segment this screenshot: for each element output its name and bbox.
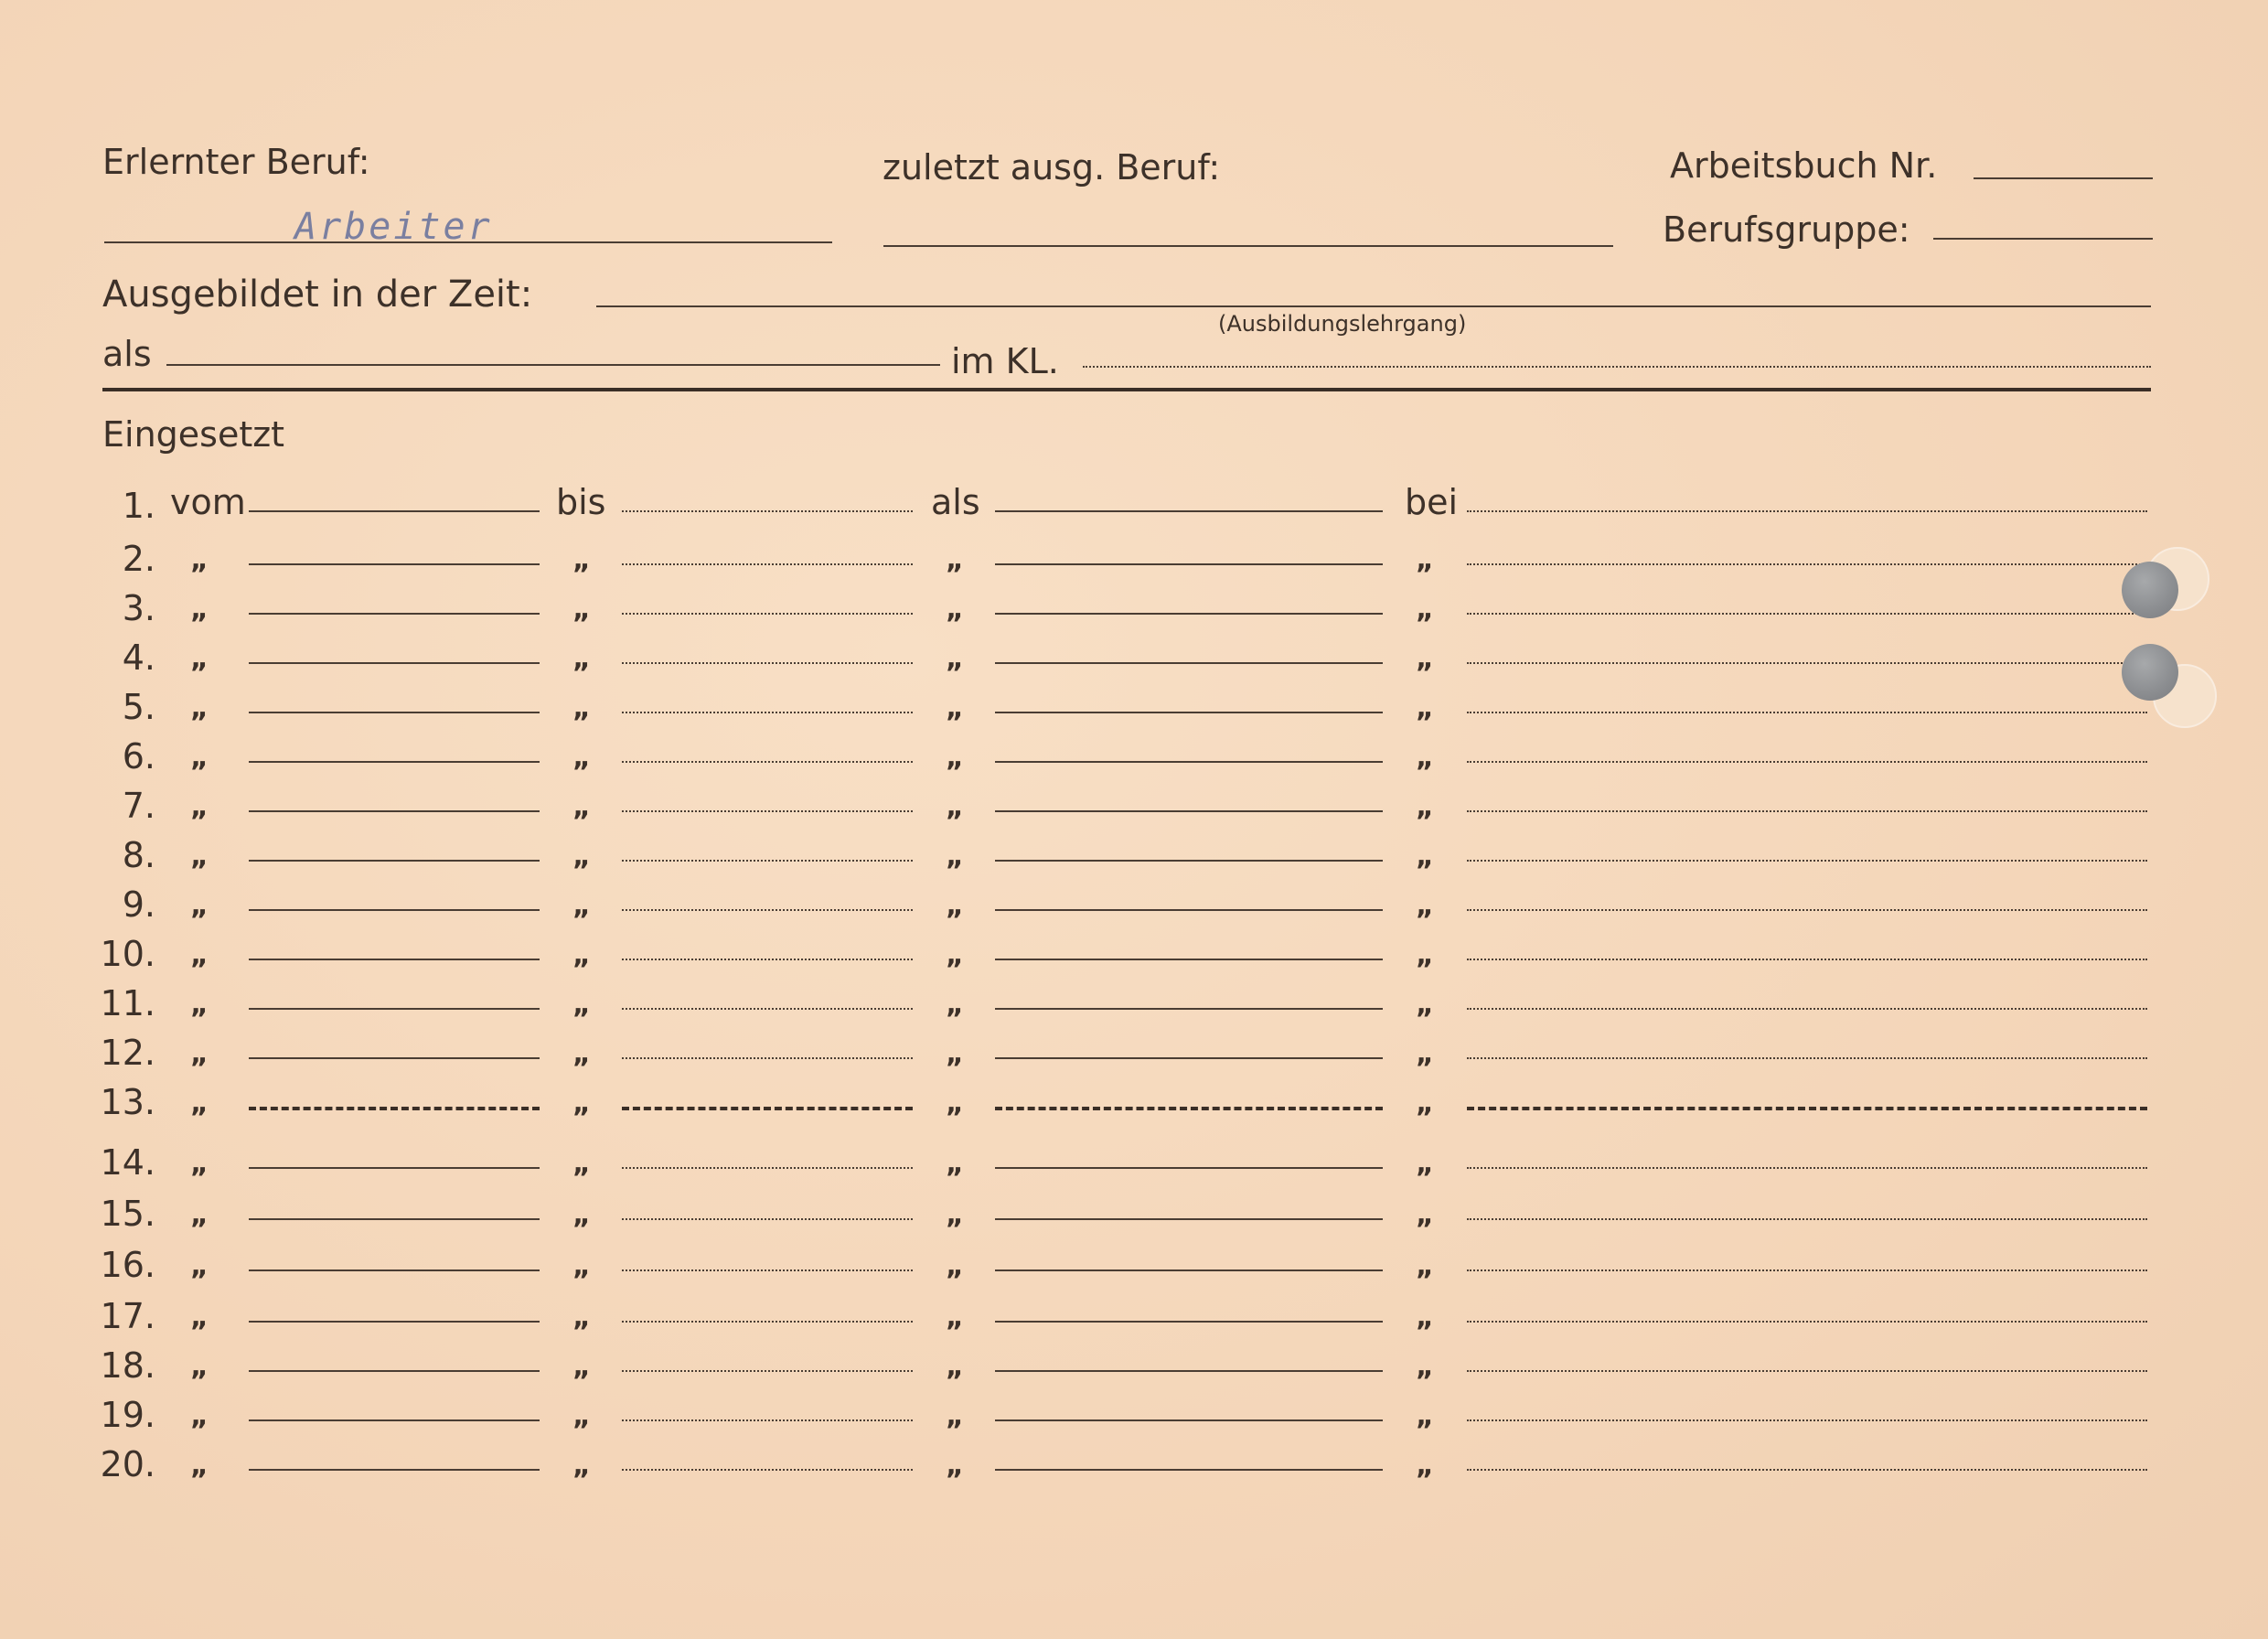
ditto-mark: „ <box>190 692 209 724</box>
ditto-mark: „ <box>1416 989 1434 1021</box>
row-vom-field[interactable] <box>249 959 540 960</box>
row-number: 17. <box>100 1296 155 1336</box>
row-bis-field[interactable] <box>622 1008 913 1010</box>
ditto-mark: „ <box>190 1087 209 1119</box>
row-bis-field[interactable] <box>622 510 913 512</box>
ditto-mark: „ <box>946 890 964 922</box>
col-als-label: als <box>931 482 980 522</box>
row-bei-field[interactable] <box>1467 613 2147 615</box>
ditto-mark: „ <box>1416 594 1434 626</box>
row-number: 1. <box>122 486 155 526</box>
ditto-mark: „ <box>572 1302 591 1334</box>
ditto-mark: „ <box>946 989 964 1021</box>
ditto-mark: „ <box>190 841 209 873</box>
ditto-mark: „ <box>1416 742 1434 774</box>
ditto-mark: „ <box>946 742 964 774</box>
ditto-mark: „ <box>946 791 964 823</box>
row-vom-field[interactable] <box>249 1057 540 1059</box>
row-bis-field[interactable] <box>622 810 913 812</box>
row-als-field[interactable] <box>995 1167 1383 1169</box>
ditto-mark: „ <box>946 1450 964 1482</box>
row-bei-field[interactable] <box>1467 1167 2147 1169</box>
row-bei-field[interactable] <box>1467 860 2147 862</box>
ditto-mark: „ <box>946 692 964 724</box>
ditto-mark: „ <box>946 1250 964 1282</box>
row-bis-field[interactable] <box>622 909 913 911</box>
row-vom-field[interactable] <box>249 510 540 512</box>
ditto-mark: „ <box>190 544 209 576</box>
ditto-mark: „ <box>572 890 591 922</box>
row-vom-field[interactable] <box>249 810 540 812</box>
row-bis-field[interactable] <box>622 959 913 960</box>
row-bei-field[interactable] <box>1467 563 2147 565</box>
ditto-mark: „ <box>190 742 209 774</box>
col-bis-label: bis <box>556 482 606 522</box>
ditto-mark: „ <box>190 1250 209 1282</box>
row-number: 10. <box>100 934 155 974</box>
ditto-mark: „ <box>1416 1450 1434 1482</box>
row-number: 11. <box>100 983 155 1023</box>
ditto-mark: „ <box>190 1038 209 1070</box>
ditto-mark: „ <box>1416 692 1434 724</box>
col-vom-label: vom <box>170 482 246 522</box>
row-als-field[interactable] <box>995 613 1383 615</box>
row-bei-field[interactable] <box>1467 1321 2147 1323</box>
ausbildungslehrgang-label: (Ausbildungslehrgang) <box>1218 311 1467 337</box>
col-bei-label: bei <box>1405 482 1459 522</box>
row-bis-field[interactable] <box>622 563 913 565</box>
row-vom-field[interactable] <box>249 909 540 911</box>
ditto-mark: „ <box>572 594 591 626</box>
row-number: 20. <box>100 1444 155 1484</box>
row-vom-field[interactable] <box>249 613 540 615</box>
ditto-mark: „ <box>1416 1400 1434 1432</box>
row-vom-field[interactable] <box>249 1269 540 1271</box>
zuletzt-beruf-label: zuletzt ausg. Beruf: <box>883 147 1221 187</box>
ditto-mark: „ <box>1416 939 1434 971</box>
row-als-field[interactable] <box>995 712 1383 713</box>
row-bis-field[interactable] <box>622 761 913 763</box>
row-als-field[interactable] <box>995 860 1383 862</box>
ditto-mark: „ <box>190 1400 209 1432</box>
row-bis-field[interactable] <box>622 662 913 664</box>
row-number: 13. <box>100 1082 155 1122</box>
row-bei-field[interactable] <box>1467 1057 2147 1059</box>
row-bis-field[interactable] <box>622 1218 913 1220</box>
ditto-mark: „ <box>946 1199 964 1231</box>
im-kl-label: im KL. <box>951 341 1059 381</box>
row-vom-field[interactable] <box>249 1218 540 1220</box>
row-number: 16. <box>100 1245 155 1285</box>
row-bis-field[interactable] <box>622 1321 913 1323</box>
berufsgruppe-label: Berufsgruppe: <box>1663 209 1910 250</box>
row-number: 9. <box>122 884 155 925</box>
row-bei-field[interactable] <box>1467 1269 2147 1271</box>
row-bis-field[interactable] <box>622 1469 913 1471</box>
row-bei-field[interactable] <box>1467 1469 2147 1471</box>
row-number: 2. <box>122 539 155 579</box>
row-bis-field[interactable] <box>622 712 913 713</box>
row-vom-field[interactable] <box>249 761 540 763</box>
als-label: als <box>102 334 152 374</box>
berufsgruppe-line[interactable] <box>1933 238 2153 240</box>
ditto-mark: „ <box>946 594 964 626</box>
row-vom-field[interactable] <box>249 1167 540 1169</box>
row-bei-field[interactable] <box>1467 810 2147 812</box>
ditto-mark: „ <box>572 791 591 823</box>
row-bei-field[interactable] <box>1467 712 2147 713</box>
ditto-mark: „ <box>190 791 209 823</box>
ditto-mark: „ <box>1416 1302 1434 1334</box>
row-number: 19. <box>100 1395 155 1435</box>
row-als-field[interactable] <box>995 761 1383 763</box>
erlernter-beruf-value: Arbeiter <box>294 206 493 248</box>
ditto-mark: „ <box>190 1148 209 1180</box>
punch-hole <box>2122 562 2178 618</box>
punch-hole <box>2122 644 2178 701</box>
row-bis-field[interactable] <box>622 860 913 862</box>
ditto-mark: „ <box>572 841 591 873</box>
row-als-field[interactable] <box>995 810 1383 812</box>
row-bei-field[interactable] <box>1467 959 2147 960</box>
ditto-mark: „ <box>1416 841 1434 873</box>
row-number: 18. <box>100 1345 155 1386</box>
row-vom-field[interactable] <box>249 1419 540 1421</box>
row-bis-field[interactable] <box>622 613 913 615</box>
row-als-field[interactable] <box>995 1008 1383 1010</box>
ditto-mark: „ <box>572 1038 591 1070</box>
row-bei-field[interactable] <box>1467 1419 2147 1421</box>
ditto-mark: „ <box>946 1351 964 1383</box>
ditto-mark: „ <box>190 643 209 675</box>
ditto-mark: „ <box>946 1038 964 1070</box>
ditto-mark: „ <box>190 890 209 922</box>
row-vom-field[interactable] <box>249 662 540 664</box>
row-vom-field[interactable] <box>249 1370 540 1372</box>
row-vom-field[interactable] <box>249 1469 540 1471</box>
ditto-mark: „ <box>946 1302 964 1334</box>
row-bei-field[interactable] <box>1467 909 2147 911</box>
ditto-mark: „ <box>946 1148 964 1180</box>
erlernter-beruf-label: Erlernter Beruf: <box>102 142 370 182</box>
row-bei-field[interactable] <box>1467 662 2147 664</box>
row-number: 6. <box>122 736 155 777</box>
ditto-mark: „ <box>572 1450 591 1482</box>
header-divider <box>102 388 2151 391</box>
ditto-mark: „ <box>1416 544 1434 576</box>
ditto-mark: „ <box>190 1450 209 1482</box>
row-vom-field[interactable] <box>249 1107 540 1110</box>
ditto-mark: „ <box>946 1087 964 1119</box>
row-bei-field[interactable] <box>1467 1370 2147 1372</box>
ditto-mark: „ <box>190 594 209 626</box>
row-number: 7. <box>122 786 155 826</box>
arbeitsbuch-line[interactable] <box>1974 177 2153 179</box>
row-number: 5. <box>122 687 155 727</box>
ditto-mark: „ <box>572 1250 591 1282</box>
als-line[interactable] <box>166 364 940 366</box>
row-bis-field[interactable] <box>622 1419 913 1421</box>
row-als-field[interactable] <box>995 959 1383 960</box>
row-bis-field[interactable] <box>622 1269 913 1271</box>
ditto-mark: „ <box>190 939 209 971</box>
zuletzt-beruf-line[interactable] <box>883 245 1613 247</box>
ditto-mark: „ <box>572 692 591 724</box>
row-bis-field[interactable] <box>622 1057 913 1059</box>
ditto-mark: „ <box>1416 1250 1434 1282</box>
row-als-field[interactable] <box>995 1107 1383 1110</box>
ditto-mark: „ <box>572 939 591 971</box>
row-vom-field[interactable] <box>249 860 540 862</box>
ditto-mark: „ <box>190 1302 209 1334</box>
row-als-field[interactable] <box>995 1057 1383 1059</box>
row-number: 4. <box>122 637 155 678</box>
row-als-field[interactable] <box>995 1370 1383 1372</box>
row-number: 14. <box>100 1142 155 1183</box>
ditto-mark: „ <box>946 939 964 971</box>
ditto-mark: „ <box>1416 1038 1434 1070</box>
row-als-field[interactable] <box>995 662 1383 664</box>
ausgebildet-label: Ausgebildet in der Zeit: <box>102 273 533 316</box>
row-als-field[interactable] <box>995 1321 1383 1323</box>
row-bei-field[interactable] <box>1467 1218 2147 1220</box>
row-als-field[interactable] <box>995 1469 1383 1471</box>
row-als-field[interactable] <box>995 510 1383 512</box>
ditto-mark: „ <box>190 1351 209 1383</box>
row-als-field[interactable] <box>995 1419 1383 1421</box>
ditto-mark: „ <box>572 742 591 774</box>
row-number: 12. <box>100 1033 155 1073</box>
ausgebildet-line[interactable] <box>596 305 2151 307</box>
row-als-field[interactable] <box>995 1269 1383 1271</box>
ditto-mark: „ <box>572 989 591 1021</box>
ditto-mark: „ <box>572 1148 591 1180</box>
ditto-mark: „ <box>1416 643 1434 675</box>
im-kl-line[interactable] <box>1083 366 2151 368</box>
ditto-mark: „ <box>190 989 209 1021</box>
ditto-mark: „ <box>1416 1087 1434 1119</box>
row-bis-field[interactable] <box>622 1370 913 1372</box>
row-als-field[interactable] <box>995 1218 1383 1220</box>
ditto-mark: „ <box>1416 890 1434 922</box>
ditto-mark: „ <box>1416 1199 1434 1231</box>
ditto-mark: „ <box>1416 1351 1434 1383</box>
ditto-mark: „ <box>572 1087 591 1119</box>
row-number: 15. <box>100 1194 155 1234</box>
row-vom-field[interactable] <box>249 1321 540 1323</box>
ditto-mark: „ <box>1416 1148 1434 1180</box>
row-bei-field[interactable] <box>1467 510 2147 512</box>
eingesetzt-title: Eingesetzt <box>102 414 285 455</box>
row-number: 8. <box>122 835 155 875</box>
ditto-mark: „ <box>572 1199 591 1231</box>
row-bis-field[interactable] <box>622 1107 913 1110</box>
row-bis-field[interactable] <box>622 1167 913 1169</box>
row-vom-field[interactable] <box>249 563 540 565</box>
row-vom-field[interactable] <box>249 712 540 713</box>
arbeitsbuch-label: Arbeitsbuch Nr. <box>1670 145 1938 186</box>
ditto-mark: „ <box>572 1400 591 1432</box>
ditto-mark: „ <box>572 643 591 675</box>
ditto-mark: „ <box>190 1199 209 1231</box>
row-bei-field[interactable] <box>1467 1107 2147 1110</box>
row-bei-field[interactable] <box>1467 1008 2147 1010</box>
row-als-field[interactable] <box>995 563 1383 565</box>
ditto-mark: „ <box>946 1400 964 1432</box>
row-als-field[interactable] <box>995 909 1383 911</box>
ditto-mark: „ <box>572 1351 591 1383</box>
row-number: 3. <box>122 588 155 628</box>
row-vom-field[interactable] <box>249 1008 540 1010</box>
row-bei-field[interactable] <box>1467 761 2147 763</box>
ditto-mark: „ <box>1416 791 1434 823</box>
ditto-mark: „ <box>946 643 964 675</box>
ditto-mark: „ <box>946 841 964 873</box>
ditto-mark: „ <box>946 544 964 576</box>
ditto-mark: „ <box>572 544 591 576</box>
